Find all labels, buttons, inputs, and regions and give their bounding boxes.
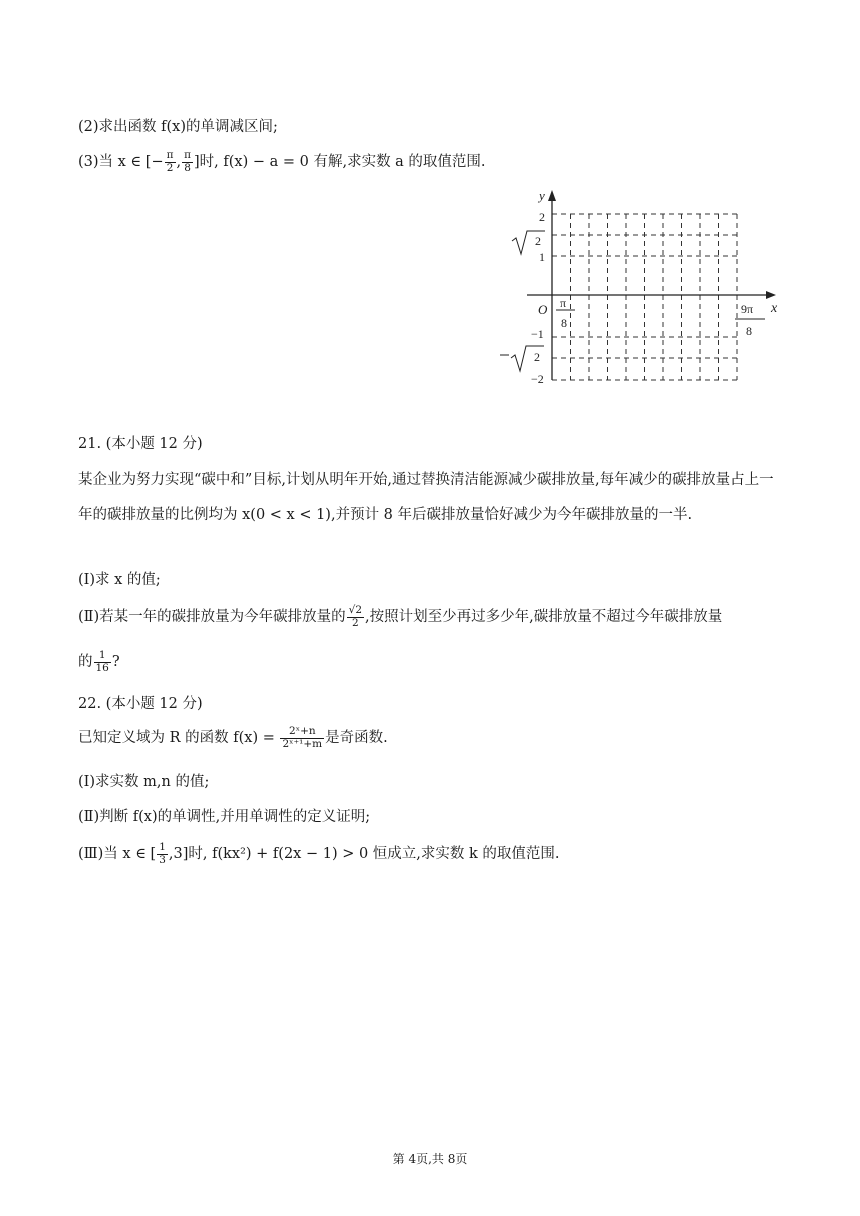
y-tick-2: 2 <box>539 210 545 224</box>
q22-text-prefix: 已知定义域为 R 的函数 f(x) = <box>78 730 280 746</box>
x-axis-label: x <box>771 301 778 316</box>
q21-part2-prefix: (Ⅱ)若某一年的碳排放量为今年碳排放量的 <box>78 609 346 625</box>
y-tick-neg-sqrt2: 2 <box>534 350 540 364</box>
page-footer: 第 4页,共 8页 <box>392 1152 468 1166</box>
q20-part3-frac2 <box>182 150 193 173</box>
q22-frac-den: 2ˣ⁺¹+m <box>282 737 323 750</box>
x-axis-arrow-icon <box>766 291 776 299</box>
x-start-den: 8 <box>561 316 567 330</box>
q21-part2-frac-num: √2 <box>348 604 363 617</box>
q22-part3-prefix: (Ⅲ)当 x ∈ [ <box>78 846 157 862</box>
q22-part3-suffix: ,3]时, f(kx²) + f(2x − 1) > 0 恒成立,求实数 k 的取值范围. <box>168 846 560 862</box>
q20-part3-prefix: (3)当 x ∈ [ <box>78 154 152 170</box>
y-axis-arrow-icon <box>548 190 556 201</box>
q20-part3-sep: , <box>176 154 182 170</box>
q22-part3-den: 3 <box>159 853 166 866</box>
q21-text: 某企业为努力实现“碳中和”目标,计划从明年开始,通过替换清洁能源减少碳排放量,每年减少的碳排放量占上一年的碳排放量的比例均为 x(0 < x < 1),并预计 8 年后碳排放量恰好减少为今年碳排放量的一半. <box>78 472 774 523</box>
q22-part1: (Ⅰ)求实数 m,n 的值; <box>78 774 210 790</box>
y-tick-neg2: −2 <box>531 372 544 386</box>
x-end-den: 8 <box>746 324 752 338</box>
q21-part2-cont-prefix: 的 <box>78 654 93 670</box>
q21-part2-suffix: ,按照计划至少再过多少年,碳排放量不超过今年碳排放量 <box>365 609 723 625</box>
q20-part3-frac1 <box>165 150 176 173</box>
y-axis-label: y <box>539 188 545 203</box>
q20-part3-frac1-num: π <box>166 149 174 162</box>
q22-part2: (Ⅱ)判断 f(x)的单调性,并用单调性的定义证明; <box>78 809 371 825</box>
q21-part2-frac-den: 2 <box>352 616 359 629</box>
q20-part3-frac1-den: 2 <box>166 161 174 174</box>
q22-frac <box>280 726 324 749</box>
y-tick-sqrt2: 2 <box>535 234 541 248</box>
q20-part2: (2)求出函数 f(x)的单调减区间; <box>78 119 278 135</box>
q21-part2-cont-frac <box>94 650 111 673</box>
q21-part2-cont <box>78 650 120 674</box>
dashed-grid <box>552 214 737 380</box>
q21-part2 <box>78 605 722 629</box>
y-tick-neg1: −1 <box>531 327 544 341</box>
origin-label: O <box>538 302 548 317</box>
q22-header: 22. (本小题 12 分) <box>78 696 203 712</box>
q20-part3-frac2-den: 8 <box>184 161 191 174</box>
q21-header: 21. (本小题 12 分) <box>78 436 203 452</box>
coordinate-grid-figure <box>495 180 795 390</box>
q22-frac-num: 2ˣ+n <box>280 726 324 738</box>
q22-text-suffix: 是奇函数. <box>325 730 388 746</box>
x-start-num: π <box>560 296 567 310</box>
q21-part2-cont-num: 1 <box>94 650 111 662</box>
q22-part3-frac <box>157 842 168 865</box>
q22-part3 <box>78 842 560 866</box>
q22-text <box>78 726 388 750</box>
q21-part1: (Ⅰ)求 x 的值; <box>78 572 161 588</box>
q20-part3 <box>78 150 486 174</box>
q21-part2-cont-den: 16 <box>95 661 109 674</box>
q20-part3-frac2-num: π <box>184 149 192 162</box>
x-end-num: 9π <box>741 302 754 316</box>
q21-part2-frac <box>347 605 364 628</box>
q22-part3-num: 1 <box>159 841 166 854</box>
q21-part2-cont-suffix: ? <box>111 654 120 670</box>
q20-part3-neg: − <box>151 154 164 170</box>
q20-part3-suffix: ]时, f(x) − a = 0 有解,求实数 a 的取值范围. <box>194 154 486 170</box>
y-tick-1: 1 <box>539 250 545 264</box>
